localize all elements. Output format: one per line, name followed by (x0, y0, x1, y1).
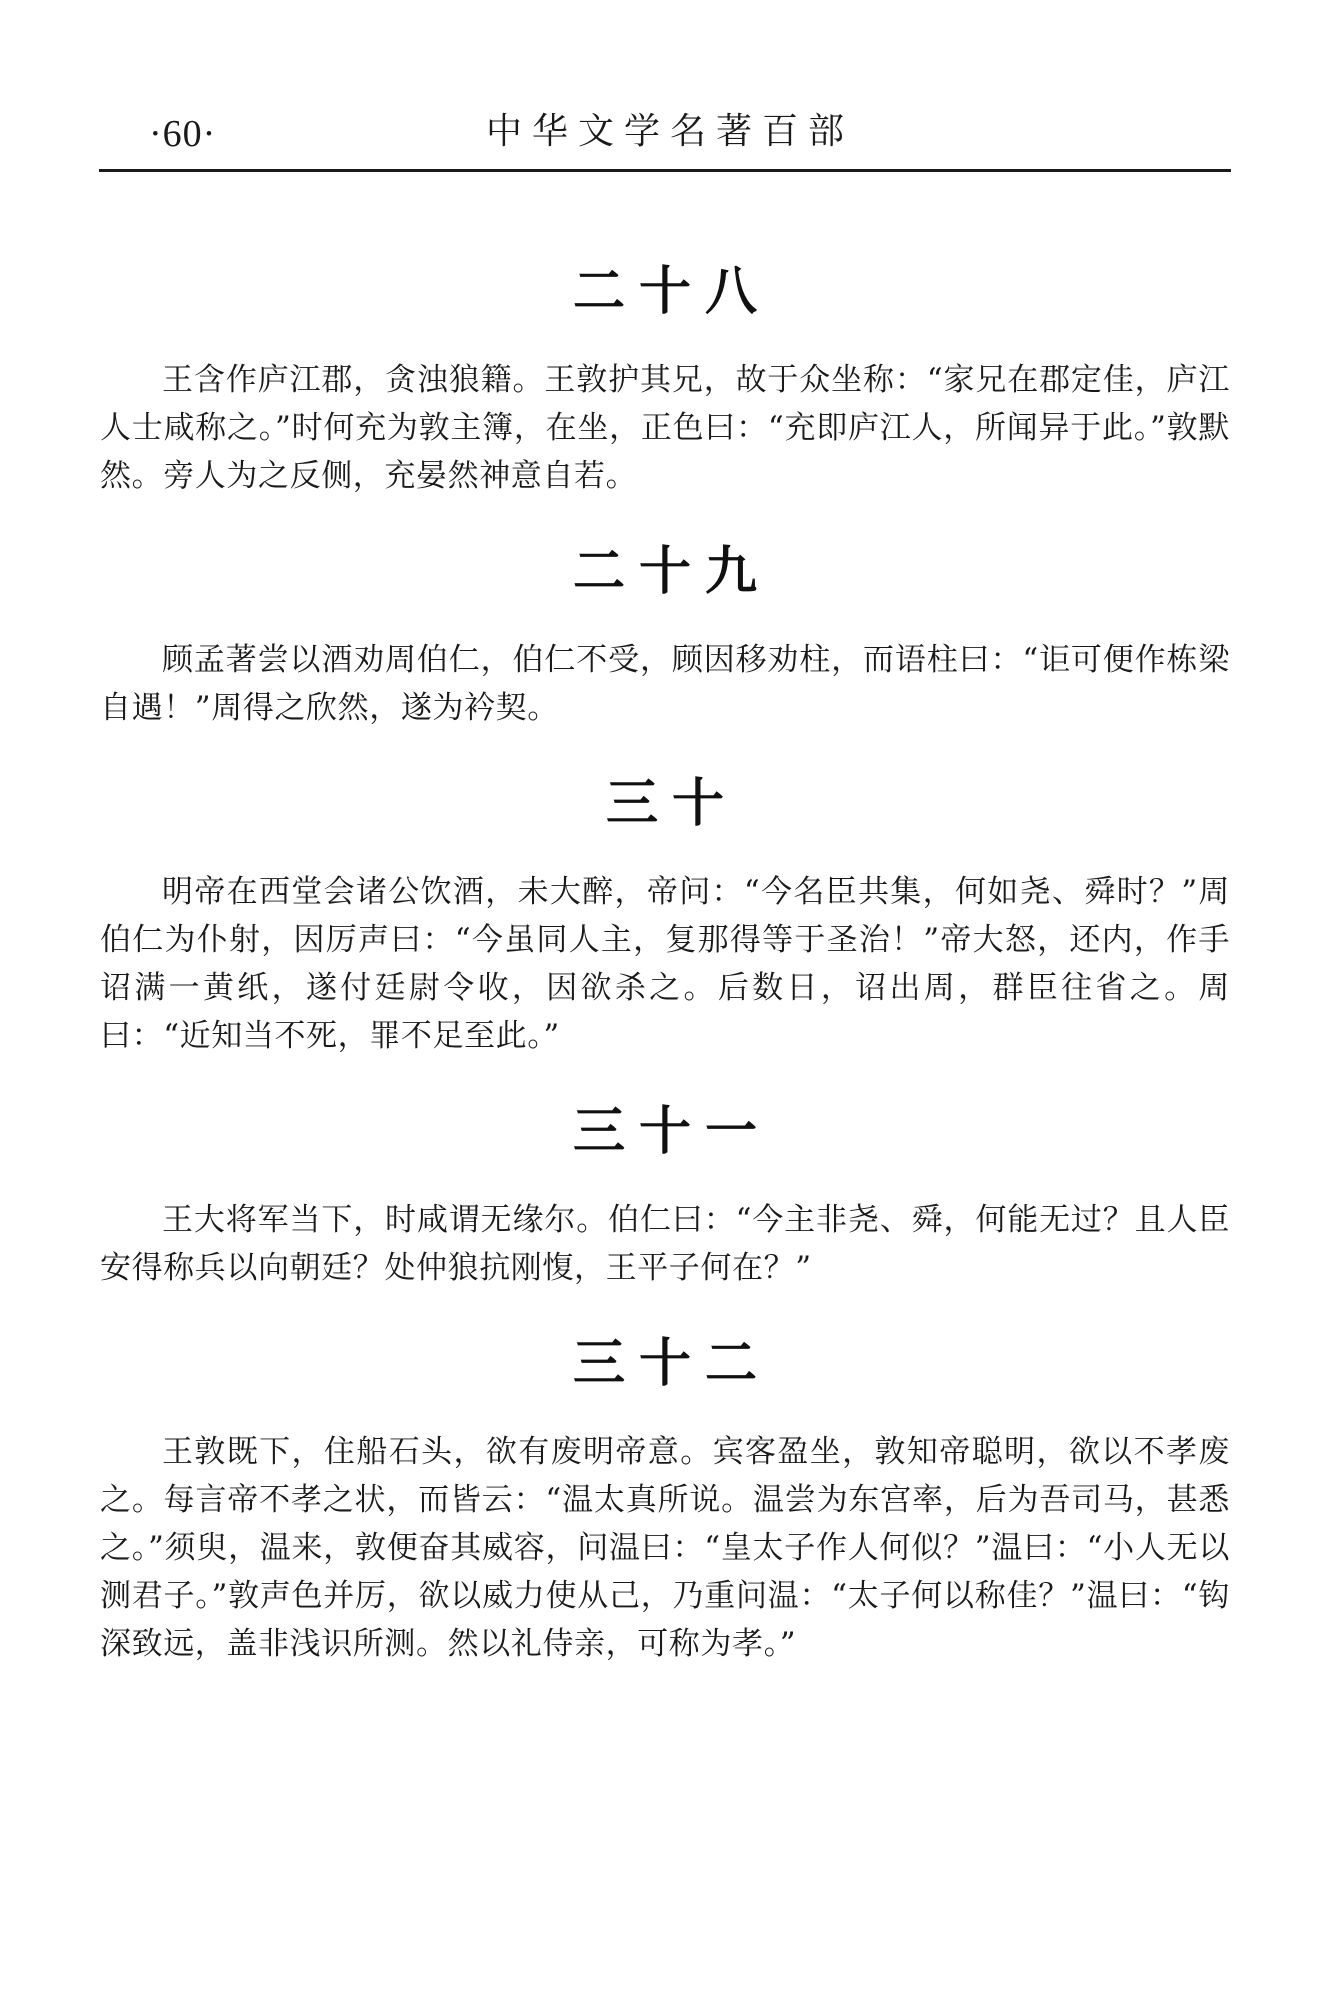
section-body: 王敦既下，住船石头，欲有废明帝意。宾客盈坐，敦知帝聪明，欲以不孝废之。每言帝不孝之状，而皆云：“温太真所说。温尝为东宫率，后为吾司马，甚悉之。”须臾，温来，敦便奋其威容，问温曰：“皇太子作人何似？”温曰：“小人无以测君子。”敦声色并厉，欲以威力使从己，乃重问温：“太子何以称佳？”温曰：“钩深致远，盖非浅识所测。然以礼侍亲，可称为孝。” (100, 1434, 1230, 1662)
section-32 (100, 1322, 1230, 1668)
section-body: 顾孟著尝以酒劝周伯仁，伯仁不受，顾因移劝柱，而语柱曰：“讵可便作栋梁自遇！”周得之欣然，遂为衿契。 (100, 642, 1230, 726)
book-title: 中华文学名著百部 (485, 111, 854, 152)
section-heading: 三十二 (572, 1334, 771, 1394)
section-heading: 二十九 (572, 542, 771, 602)
section-30 (100, 762, 1230, 1090)
section-heading: 二十八 (572, 262, 771, 322)
page-content (100, 250, 1230, 1668)
header-rule (99, 169, 1231, 172)
section-heading: 三十 (605, 774, 738, 834)
running-header (99, 104, 1231, 168)
section-heading: 三十一 (572, 1102, 771, 1162)
section-body: 王含作庐江郡，贪浊狼籍。王敦护其兄，故于众坐称：“家兄在郡定佳，庐江人士咸称之。”时何充为敦主簿，在坐，正色曰：“充即庐江人，所闻异于此。”敦默然。旁人为之反侧，充晏然神意自若。 (100, 362, 1230, 494)
section-body: 明帝在西堂会诸公饮酒，未大醉，帝问：“今名臣共集，何如尧、舜时？”周伯仁为仆射，因厉声曰：“今虽同人主，复那得等于圣治！”帝大怒，还内，作手诏满一黄纸，遂付廷尉令收，因欲杀之。后数日，诏出周，群臣往省之。周曰：“近知当不死，罪不足至此。” (100, 874, 1230, 1054)
section-29 (100, 530, 1230, 762)
section-body: 王大将军当下，时咸谓无缘尔。伯仁曰：“今主非尧、舜，何能无过？且人臣安得称兵以向朝廷？处仲狼抗刚愎，王平子何在？” (100, 1202, 1230, 1286)
section-31 (100, 1090, 1230, 1322)
section-28 (100, 250, 1230, 530)
page-number: ·60· (149, 113, 217, 155)
